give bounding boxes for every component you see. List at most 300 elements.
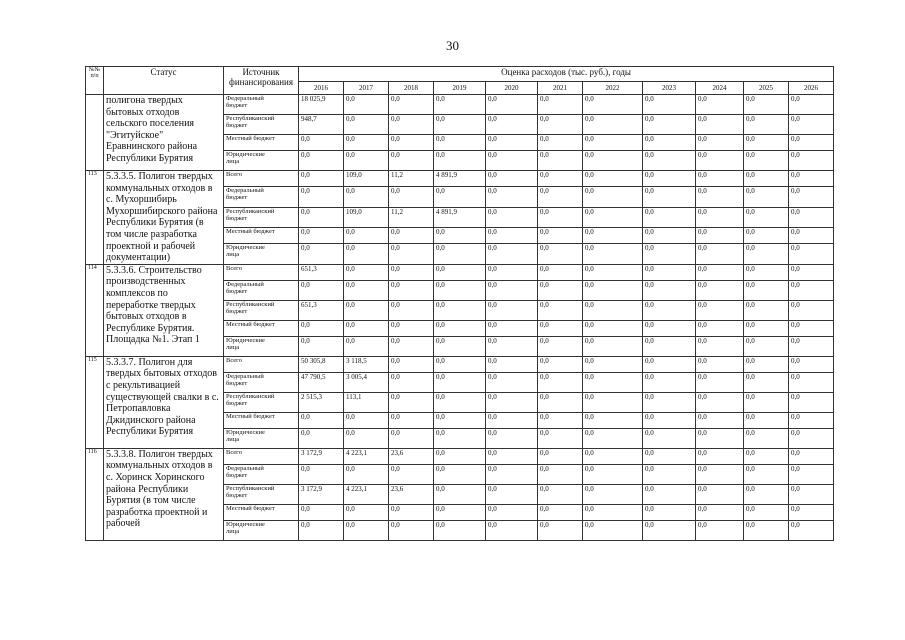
value-cell: 0,0 — [789, 187, 834, 207]
value-cell: 0,0 — [744, 95, 789, 115]
value-cell: 0,0 — [299, 520, 344, 540]
value-cell: 0,0 — [538, 151, 583, 171]
value-cell: 0,0 — [643, 187, 696, 207]
funding-source-line: Республиканский — [226, 207, 275, 215]
status-cell: 5.3.3.5. Полигон твердых коммунальных отходов в с. Мухоршибирь Мухоршибирского района Республики Бурятия (в том числе разработка проектной и рабочей документации) — [104, 171, 224, 265]
value-cell: 0,0 — [389, 428, 434, 448]
funding-source-line: бюджет — [226, 307, 248, 315]
value-cell: 0,0 — [583, 392, 643, 412]
value-cell: 0,0 — [434, 95, 486, 115]
value-cell: 0,0 — [434, 520, 486, 540]
value-cell: 0,0 — [344, 428, 389, 448]
value-cell: 0,0 — [434, 320, 486, 336]
funding-source-line: Федеральный — [226, 372, 264, 380]
value-cell: 0,0 — [789, 336, 834, 356]
value-cell: 0,0 — [538, 264, 583, 280]
row-number: 116 — [86, 448, 104, 540]
funding-source-line: Юридические — [226, 336, 265, 344]
header-estimate: Оценка расходов (тыс. руб.), годы — [299, 67, 834, 82]
status-cell: 5.3.3.8. Полигон твердых коммунальных отходов в с. Хоринск Хоринского района Республики Бурятия (в том числе разработка проектной и рабочей — [104, 448, 224, 540]
header-status: Статус — [104, 67, 224, 95]
value-cell: 0,0 — [696, 336, 744, 356]
funding-source — [224, 392, 299, 412]
funding-source-line: Местный бюджет — [226, 135, 275, 142]
value-cell: 113,1 — [344, 392, 389, 412]
value-cell: 0,0 — [643, 135, 696, 151]
value-cell: 0,0 — [486, 520, 538, 540]
value-cell: 0,0 — [389, 504, 434, 520]
value-cell: 0,0 — [538, 171, 583, 187]
value-cell: 0,0 — [744, 504, 789, 520]
value-cell: 0,0 — [696, 428, 744, 448]
table-row — [86, 171, 834, 187]
funding-source — [224, 484, 299, 504]
value-cell: 0,0 — [538, 280, 583, 300]
funding-source-line: Юридические — [226, 244, 265, 252]
value-cell: 0,0 — [643, 484, 696, 504]
value-cell: 0,0 — [486, 300, 538, 320]
funding-source — [224, 187, 299, 207]
value-cell: 0,0 — [696, 300, 744, 320]
funding-source-line: Республиканский — [226, 484, 275, 492]
value-cell: 0,0 — [434, 356, 486, 372]
value-cell: 0,0 — [744, 280, 789, 300]
value-cell: 0,0 — [299, 207, 344, 227]
value-cell: 0,0 — [344, 228, 389, 244]
value-cell: 0,0 — [486, 428, 538, 448]
value-cell: 0,0 — [538, 372, 583, 392]
value-cell: 0,0 — [434, 228, 486, 244]
value-cell: 0,0 — [344, 520, 389, 540]
value-cell: 0,0 — [583, 448, 643, 464]
value-cell: 0,0 — [643, 228, 696, 244]
funding-source-line: Республиканский — [226, 300, 275, 308]
value-cell: 0,0 — [744, 151, 789, 171]
value-cell: 0,0 — [486, 356, 538, 372]
value-cell: 3 118,5 — [344, 356, 389, 372]
value-cell: 0,0 — [538, 412, 583, 428]
value-cell: 0,0 — [583, 356, 643, 372]
value-cell: 0,0 — [789, 372, 834, 392]
value-cell: 0,0 — [583, 412, 643, 428]
value-cell: 3 005,4 — [344, 372, 389, 392]
value-cell: 0,0 — [344, 504, 389, 520]
funding-source — [224, 372, 299, 392]
value-cell: 0,0 — [744, 464, 789, 484]
value-cell: 0,0 — [389, 95, 434, 115]
funding-source — [224, 207, 299, 227]
value-cell: 0,0 — [486, 392, 538, 412]
row-number: 114 — [86, 264, 104, 356]
funding-source-line: Местный бюджет — [226, 504, 275, 512]
value-cell: 0,0 — [696, 464, 744, 484]
value-cell: 0,0 — [643, 504, 696, 520]
value-cell: 0,0 — [789, 264, 834, 280]
value-cell: 0,0 — [486, 115, 538, 135]
header-year: 2026 — [789, 82, 834, 95]
value-cell: 0,0 — [583, 320, 643, 336]
funding-source — [224, 151, 299, 171]
value-cell: 0,0 — [538, 464, 583, 484]
value-cell: 0,0 — [583, 372, 643, 392]
value-cell: 0,0 — [696, 520, 744, 540]
value-cell: 0,0 — [389, 151, 434, 171]
value-cell: 3 172,9 — [299, 484, 344, 504]
funding-source-line: лица — [226, 435, 240, 443]
value-cell: 0,0 — [299, 504, 344, 520]
value-cell: 0,0 — [696, 207, 744, 227]
value-cell: 0,0 — [696, 151, 744, 171]
funding-source — [224, 356, 299, 372]
value-cell: 0,0 — [299, 428, 344, 448]
value-cell: 0,0 — [486, 372, 538, 392]
funding-source — [224, 171, 299, 187]
value-cell: 0,0 — [538, 228, 583, 244]
value-cell: 0,0 — [434, 187, 486, 207]
funding-source — [224, 135, 299, 151]
header-source: Источник финансирования — [224, 67, 299, 95]
funding-source — [224, 464, 299, 484]
value-cell: 0,0 — [486, 151, 538, 171]
value-cell: 0,0 — [789, 300, 834, 320]
funding-source-line: бюджет — [226, 122, 248, 129]
row-number: 113 — [86, 171, 104, 265]
value-cell: 0,0 — [744, 336, 789, 356]
funding-source — [224, 520, 299, 540]
value-cell: 0,0 — [538, 520, 583, 540]
value-cell: 0,0 — [538, 392, 583, 412]
value-cell: 23,6 — [389, 484, 434, 504]
value-cell: 11,2 — [389, 171, 434, 187]
funding-source-line: Федеральный — [226, 95, 264, 102]
status-cell: 5.3.3.6. Строительство производственных комплексов по переработке твердых бытовых отходов в Республике Бурятия. Площадка №1. Этап 1 — [104, 264, 224, 356]
value-cell: 0,0 — [299, 320, 344, 336]
value-cell: 0,0 — [344, 95, 389, 115]
value-cell: 0,0 — [789, 356, 834, 372]
funding-source-line: Всего — [226, 356, 242, 364]
value-cell: 0,0 — [583, 336, 643, 356]
value-cell: 0,0 — [583, 171, 643, 187]
value-cell: 0,0 — [299, 244, 344, 264]
value-cell: 0,0 — [538, 484, 583, 504]
header-year: 2025 — [744, 82, 789, 95]
value-cell: 0,0 — [344, 115, 389, 135]
header-year: 2018 — [389, 82, 434, 95]
value-cell: 0,0 — [538, 300, 583, 320]
value-cell: 0,0 — [344, 336, 389, 356]
value-cell: 0,0 — [789, 320, 834, 336]
value-cell: 0,0 — [299, 135, 344, 151]
value-cell: 0,0 — [696, 484, 744, 504]
value-cell: 0,0 — [389, 280, 434, 300]
value-cell: 0,0 — [434, 135, 486, 151]
value-cell: 0,0 — [538, 135, 583, 151]
value-cell: 0,0 — [744, 520, 789, 540]
funding-source-line: бюджет — [226, 214, 248, 222]
value-cell: 0,0 — [486, 412, 538, 428]
value-cell: 0,0 — [389, 264, 434, 280]
value-cell: 0,0 — [744, 115, 789, 135]
value-cell: 11,2 — [389, 207, 434, 227]
funding-source-line: Юридические — [226, 151, 265, 158]
funding-source — [224, 228, 299, 244]
value-cell: 0,0 — [789, 151, 834, 171]
value-cell: 651,3 — [299, 300, 344, 320]
page-number: 30 — [446, 38, 459, 53]
value-cell: 4 223,1 — [344, 448, 389, 464]
value-cell: 0,0 — [389, 412, 434, 428]
value-cell: 109,0 — [344, 171, 389, 187]
value-cell: 0,0 — [299, 336, 344, 356]
funding-source-line: Местный бюджет — [226, 412, 275, 420]
value-cell: 0,0 — [344, 412, 389, 428]
value-cell: 0,0 — [389, 464, 434, 484]
value-cell: 0,0 — [344, 300, 389, 320]
value-cell: 0,0 — [344, 151, 389, 171]
header-year: 2024 — [696, 82, 744, 95]
value-cell: 0,0 — [583, 228, 643, 244]
header-year: 2022 — [583, 82, 643, 95]
table-header — [86, 67, 834, 95]
value-cell: 0,0 — [643, 244, 696, 264]
value-cell: 948,7 — [299, 115, 344, 135]
value-cell: 0,0 — [486, 244, 538, 264]
header-num: №№ п/п — [86, 67, 104, 95]
header-year: 2020 — [486, 82, 538, 95]
value-cell: 0,0 — [789, 228, 834, 244]
value-cell: 0,0 — [538, 428, 583, 448]
funding-source — [224, 244, 299, 264]
funding-source-line: бюджет — [226, 471, 248, 479]
value-cell: 0,0 — [434, 151, 486, 171]
value-cell: 0,0 — [389, 520, 434, 540]
value-cell: 4 891,9 — [434, 171, 486, 187]
value-cell: 0,0 — [299, 151, 344, 171]
value-cell: 0,0 — [696, 504, 744, 520]
funding-source — [224, 95, 299, 115]
funding-source — [224, 264, 299, 280]
value-cell: 0,0 — [643, 336, 696, 356]
funding-source-line: Федеральный — [226, 464, 264, 472]
value-cell: 4 223,1 — [344, 484, 389, 504]
header-year: 2021 — [538, 82, 583, 95]
value-cell: 0,0 — [643, 300, 696, 320]
value-cell: 0,0 — [389, 336, 434, 356]
value-cell: 0,0 — [299, 280, 344, 300]
value-cell: 0,0 — [696, 448, 744, 464]
value-cell: 0,0 — [486, 228, 538, 244]
value-cell: 0,0 — [434, 372, 486, 392]
value-cell: 0,0 — [538, 187, 583, 207]
value-cell: 0,0 — [789, 428, 834, 448]
value-cell: 0,0 — [643, 171, 696, 187]
value-cell: 0,0 — [344, 320, 389, 336]
value-cell: 0,0 — [583, 95, 643, 115]
funding-source-line: Республиканский — [226, 392, 275, 400]
value-cell: 0,0 — [643, 95, 696, 115]
value-cell: 0,0 — [744, 187, 789, 207]
funding-source — [224, 115, 299, 135]
funding-source-line: Всего — [226, 264, 242, 272]
funding-source-line: лица — [226, 343, 240, 351]
table-body — [86, 95, 834, 541]
funding-source-line: Местный бюджет — [226, 320, 275, 328]
funding-source-line: лица — [226, 251, 240, 259]
value-cell: 23,6 — [389, 448, 434, 464]
funding-source-line: бюджет — [226, 379, 248, 387]
value-cell: 0,0 — [744, 320, 789, 336]
value-cell: 0,0 — [643, 356, 696, 372]
value-cell: 0,0 — [434, 484, 486, 504]
value-cell: 0,0 — [538, 207, 583, 227]
value-cell: 0,0 — [696, 372, 744, 392]
funding-source — [224, 428, 299, 448]
value-cell: 0,0 — [486, 448, 538, 464]
funding-source — [224, 300, 299, 320]
value-cell: 0,0 — [643, 392, 696, 412]
value-cell: 0,0 — [538, 336, 583, 356]
value-cell: 0,0 — [434, 264, 486, 280]
value-cell: 0,0 — [434, 448, 486, 464]
value-cell: 0,0 — [643, 320, 696, 336]
value-cell: 0,0 — [696, 264, 744, 280]
value-cell: 0,0 — [344, 187, 389, 207]
value-cell: 0,0 — [299, 412, 344, 428]
value-cell: 0,0 — [583, 244, 643, 264]
value-cell: 0,0 — [389, 187, 434, 207]
value-cell: 0,0 — [344, 464, 389, 484]
value-cell: 0,0 — [789, 115, 834, 135]
table-row — [86, 448, 834, 464]
value-cell: 0,0 — [486, 336, 538, 356]
value-cell: 0,0 — [538, 115, 583, 135]
value-cell: 0,0 — [538, 448, 583, 464]
value-cell: 0,0 — [696, 244, 744, 264]
funding-source-line: бюджет — [226, 491, 248, 499]
value-cell: 0,0 — [434, 336, 486, 356]
value-cell: 0,0 — [486, 264, 538, 280]
value-cell: 0,0 — [744, 428, 789, 448]
value-cell: 0,0 — [696, 187, 744, 207]
value-cell: 0,0 — [744, 356, 789, 372]
funding-source-line: Федеральный — [226, 280, 264, 288]
value-cell: 0,0 — [538, 504, 583, 520]
funding-source-line: Местный бюджет — [226, 228, 275, 236]
funding-source-line: лица — [226, 158, 240, 165]
value-cell: 0,0 — [434, 115, 486, 135]
value-cell: 0,0 — [583, 300, 643, 320]
row-number: 115 — [86, 356, 104, 448]
value-cell: 0,0 — [643, 115, 696, 135]
value-cell: 0,0 — [299, 464, 344, 484]
value-cell: 3 172,9 — [299, 448, 344, 464]
value-cell: 0,0 — [583, 280, 643, 300]
value-cell: 0,0 — [744, 300, 789, 320]
funding-source — [224, 412, 299, 428]
value-cell: 0,0 — [583, 504, 643, 520]
value-cell: 0,0 — [643, 151, 696, 171]
value-cell: 0,0 — [434, 504, 486, 520]
value-cell: 0,0 — [486, 207, 538, 227]
value-cell: 0,0 — [486, 280, 538, 300]
value-cell: 0,0 — [486, 95, 538, 115]
value-cell: 0,0 — [434, 300, 486, 320]
value-cell: 0,0 — [583, 428, 643, 448]
value-cell: 0,0 — [643, 412, 696, 428]
value-cell: 0,0 — [434, 280, 486, 300]
value-cell: 0,0 — [434, 412, 486, 428]
value-cell: 0,0 — [744, 448, 789, 464]
status-cell: полигона твердых бытовых отходов сельского поселения "Эгитуйское" Еравнинского района Республики Бурятия — [104, 95, 224, 171]
funding-source-line: Федеральный — [226, 187, 264, 195]
header-year: 2017 — [344, 82, 389, 95]
value-cell: 0,0 — [789, 520, 834, 540]
funding-source-line: бюджет — [226, 399, 248, 407]
funding-source-line: Всего — [226, 448, 242, 456]
value-cell: 0,0 — [538, 356, 583, 372]
budget-table — [85, 66, 834, 541]
table-row — [86, 95, 834, 115]
value-cell: 0,0 — [344, 135, 389, 151]
value-cell: 0,0 — [486, 320, 538, 336]
value-cell: 0,0 — [643, 207, 696, 227]
value-cell: 0,0 — [789, 448, 834, 464]
value-cell: 18 025,9 — [299, 95, 344, 115]
funding-source-line: Всего — [226, 171, 242, 178]
value-cell: 0,0 — [583, 115, 643, 135]
value-cell: 0,0 — [583, 264, 643, 280]
funding-source-line: бюджет — [226, 194, 248, 202]
value-cell: 0,0 — [789, 392, 834, 412]
value-cell: 0,0 — [389, 300, 434, 320]
value-cell: 0,0 — [583, 207, 643, 227]
header-year: 2016 — [299, 82, 344, 95]
value-cell: 0,0 — [643, 520, 696, 540]
value-cell: 0,0 — [299, 187, 344, 207]
value-cell: 0,0 — [696, 135, 744, 151]
value-cell: 0,0 — [486, 171, 538, 187]
status-cell: 5.3.3.7. Полигон для твердых бытовых отходов с рекультивацией существующей свалки в с. Петропавловка Джидинского района Республики Бурятия — [104, 356, 224, 448]
value-cell: 651,3 — [299, 264, 344, 280]
value-cell: 0,0 — [389, 228, 434, 244]
header-year: 2019 — [434, 82, 486, 95]
funding-source-line: бюджет — [226, 287, 248, 295]
value-cell: 0,0 — [389, 244, 434, 264]
value-cell: 0,0 — [583, 520, 643, 540]
value-cell: 0,0 — [643, 264, 696, 280]
value-cell: 0,0 — [696, 171, 744, 187]
value-cell: 0,0 — [696, 228, 744, 244]
value-cell: 2 515,3 — [299, 392, 344, 412]
value-cell: 0,0 — [643, 280, 696, 300]
value-cell: 0,0 — [389, 372, 434, 392]
value-cell: 0,0 — [744, 372, 789, 392]
value-cell: 0,0 — [344, 264, 389, 280]
value-cell: 0,0 — [389, 135, 434, 151]
value-cell: 0,0 — [538, 320, 583, 336]
value-cell: 0,0 — [486, 135, 538, 151]
value-cell: 0,0 — [583, 151, 643, 171]
value-cell: 0,0 — [744, 244, 789, 264]
value-cell: 0,0 — [486, 187, 538, 207]
value-cell: 0,0 — [389, 392, 434, 412]
value-cell: 109,0 — [344, 207, 389, 227]
value-cell: 0,0 — [389, 320, 434, 336]
value-cell: 0,0 — [538, 244, 583, 264]
value-cell: 0,0 — [744, 412, 789, 428]
value-cell: 0,0 — [643, 428, 696, 448]
row-number — [86, 95, 104, 171]
